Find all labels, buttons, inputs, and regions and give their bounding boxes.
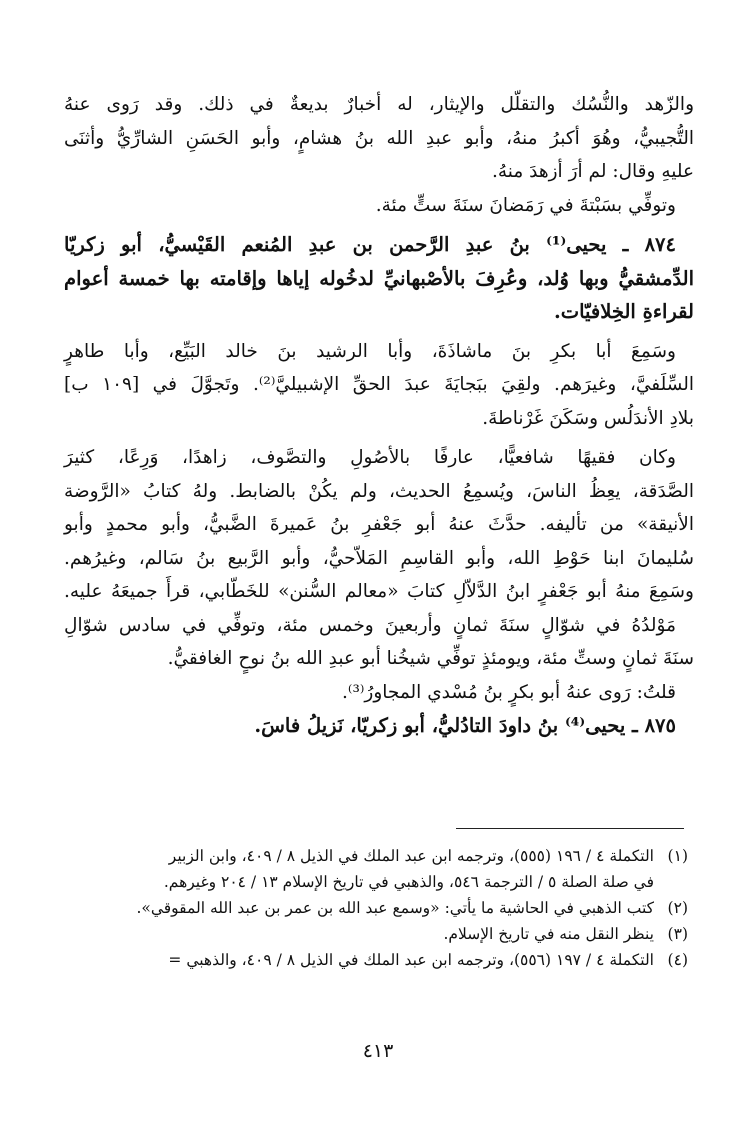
- footnote-number: (١): [667, 847, 688, 865]
- text-line: التُّجيبيُّ، وهُوَ أكبرُ منهُ، وأبو عبدِ الله بنُ هشامٍ، وأبو الحَسَنِ الشارِّيُّ وأثنَى: [64, 127, 694, 149]
- entry-heading-874: ٨٧٤ ـ يحيى⁽¹⁾ بنُ عبدِ الرَّحمن بن عبدِ المُنعم القَيْسيُّ، أبو زكريّا: [64, 233, 676, 256]
- text-line: بلادِ الأندَلُس وسَكَنَ غَرْناطةَ.: [482, 407, 694, 429]
- footnote-1: [58, 843, 688, 869]
- text-line: مَوْلدُهُ في شوّالٍ سنَةَ ثمانٍ وأربعينَ وخمس مئة، وتوفِّي في سادس شوّالِ: [64, 614, 676, 636]
- entry-heading-875: ٨٧٥ ـ يحيى⁽⁴⁾ بنُ داودَ التادُليُّ، أبو زكريّا، نَزيلُ فاسَ.: [254, 714, 676, 737]
- footnote-3: [58, 921, 688, 947]
- text-line: والزّهد والنُّسُك والتقلّل والإيثار، له أخبارٌ بديعةٌ في ذلك. وقد رَوى عنهُ: [64, 94, 694, 115]
- text-line: وسَمِعَ أبا بكرِ بنَ ماشاذَةَ، وأبا الرشيد بنَ خالد البَيِّع، وأبا طاهرٍ: [64, 340, 676, 362]
- text-line: وسَمِعَ منهُ أبو جَعْفرٍ ابنُ الدَّلاّلِ كتابَ «معالم السُّنن» للخَطّابي، قرأَ جميعَهُ عليه.: [64, 581, 694, 602]
- entry-heading-874-cont: الدِّمشقيُّ وبها وُلد، وعُرِفَ بالأصْبهانيِّ لدخُوله إياها وإقامته بها خمسة أعوام: [64, 266, 694, 290]
- main-text: [64, 88, 694, 743]
- footnotes: [58, 843, 688, 973]
- text-line: وتوفِّي بسَبْتةَ في رَمَضانَ سنَةَ ستٍّ مئة.: [375, 194, 676, 216]
- footnote-text: التكملة ٤ / ١٩٧ (٥٥٦)، وترجمه ابن عبد الملك في الذيل ٨ / ٤٠٩، والذهبي =: [168, 951, 654, 969]
- text-line: السِّلَفيَّ، وغيرَهم. ولقِيَ ببَجايَةَ عبدَ الحقِّ الإشبيليَّ⁽²⁾. وتَجوَّلَ في [١٠٩ ب]: [64, 374, 695, 395]
- footnote-2: [58, 895, 688, 921]
- text-line: قلتُ: رَوى عنهُ أبو بكرٍ بنُ مُسْدي المجاورُ⁽³⁾.: [342, 681, 676, 703]
- footnote-4: [58, 947, 688, 973]
- footnote-divider: [456, 828, 684, 829]
- text-line: عليهِ وقال: لم أرَ أزهدَ منهُ.: [491, 161, 694, 182]
- footnote-number: (٤): [667, 951, 688, 969]
- text-line: الأنيقة» من تأليفه. حدَّثَ عنهُ أبو جَعْفرِ بنُ عَميرةَ الضَّبيُّ، وأبو محمدٍ وأبو: [64, 514, 694, 535]
- footnote-1-cont: في صلة الصلة ٥ / الترجمة ٥٤٦، والذهبي في تاريخ الإسلام ١٣ / ٢٠٤ وغيرهم.: [163, 873, 654, 891]
- text-line: وكان فقيهًا شافعيًّا، عارفًا بالأصُولِ والتصَّوف، زاهدًا، وَرِعًا، كثيرَ: [64, 447, 676, 468]
- entry-heading-874-cont: لقراءةِ الخِلافيّات.: [553, 300, 694, 323]
- text-line: سنَةَ ثمانٍ وستِّ مئة، ويومئذٍ توفِّي شيخُنا أبو عبدِ الله بنُ نوحٍ الغافقيُّ.: [167, 648, 694, 669]
- footnote-number: (٣): [667, 925, 688, 943]
- footnote-text: ينظر النقل منه في تاريخ الإسلام.: [443, 925, 654, 943]
- footnote-text: كتب الذهبي في الحاشية ما يأتي: «وسمع عبد الله بن عمر بن عبد الله المقوقي».: [136, 899, 654, 917]
- footnote-number: (٢): [667, 899, 688, 917]
- text-line: الصَّدَقة، يعِظُ الناسَ، ويُسمِعُ الحديث، ولم يكُنْ بالضابط. ولهُ كتابُ «الرَّوضة: [64, 480, 694, 502]
- footnote-text: التكملة ٤ / ١٩٦ (٥٥٥)، وترجمه ابن عبد الملك في الذيل ٨ / ٤٠٩، وابن الزبير: [168, 847, 654, 865]
- text-line: سُليمانَ ابنا حَوْطِ الله، وأبو القاسِمِ المَلاّحيُّ، وأبو الرَّبيع بنُ سَالم، وغيرُهم.: [64, 547, 694, 569]
- page-number: ٤١٣: [362, 1040, 394, 1062]
